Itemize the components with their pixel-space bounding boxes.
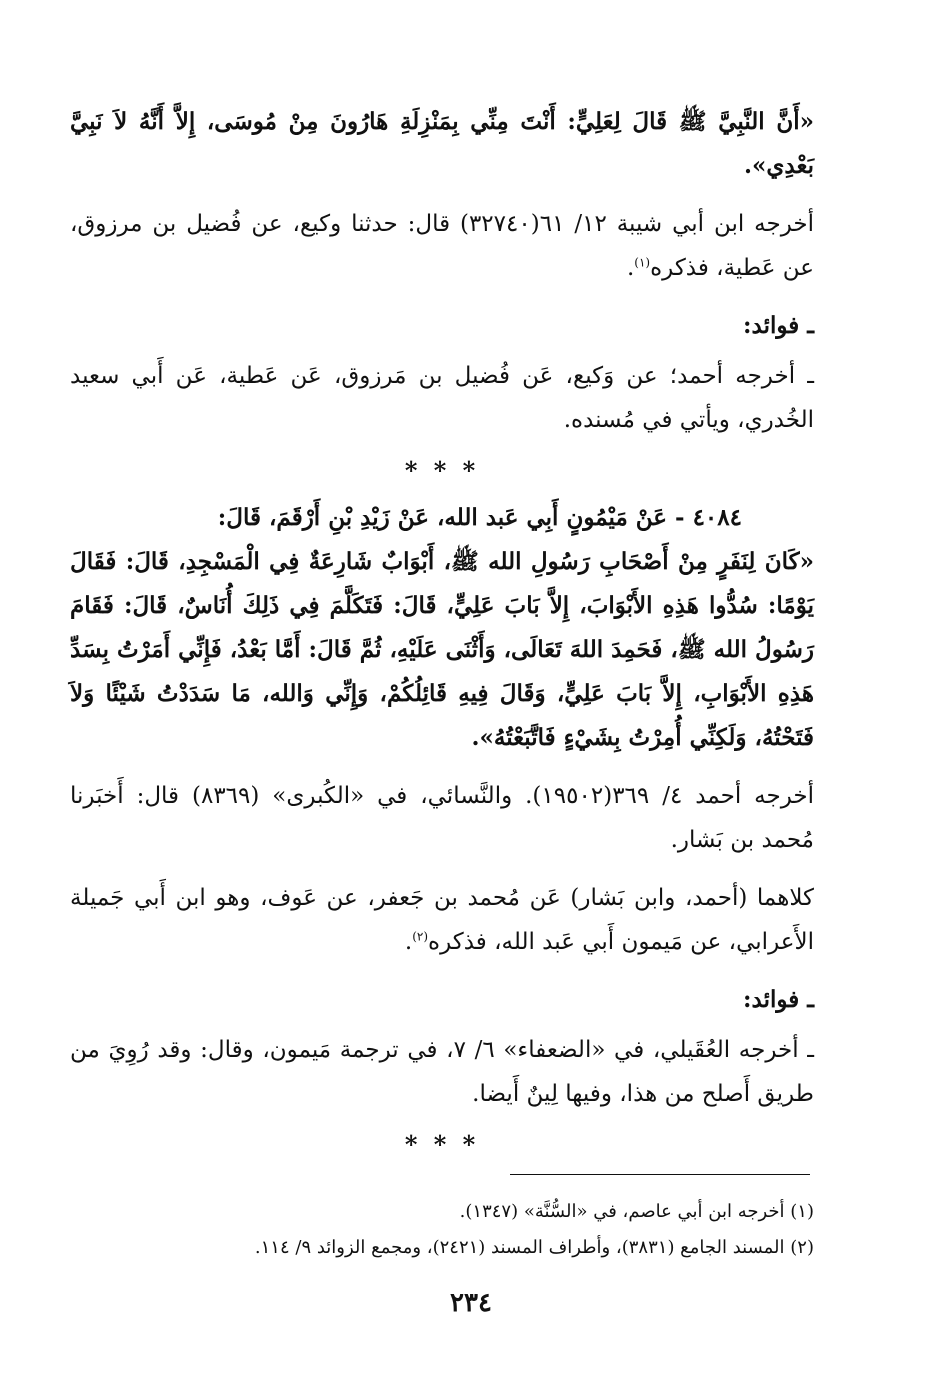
footnote-1: (١) أخرجه ابن أبي عاصم، في «السُّنَّة» (١٣٤٧). <box>459 1201 814 1222</box>
section-separator: * * * <box>404 456 480 485</box>
hadith-4084-heading: ٤٠٨٤ - عَنْ مَيْمُونٍ أَبِي عَبد الله، عَنْ زَيْدِ بْنِ أَرْقَمَ، قَالَ: <box>217 504 742 531</box>
main-text <box>70 100 814 1170</box>
hadith-4084-matn: «كَانَ لِنَفَرٍ مِنْ أَصْحَابِ رَسُولِ الله ﷺ، أَبْوَابٌ شَارِعَةٌ فِي الْمَسْجِدِ، قَالَ: فَقَالَ يَوْمًا: سُدُّوا هَذِهِ الأَبْوَابَ، إِلاَّ بَابَ عَلِيٍّ، قَالَ: فَتَكَلَّمَ فِي ذَلِكَ أُنَاسٌ، قَالَ: فَقَامَ رَسُولُ الله ﷺ، فَحَمِدَ اللهَ تَعَالَى، وَأَثْنَى عَلَيْهِ، ثُمَّ قَالَ: أَمَّا بَعْدُ، فَإِنِّي أَمَرْتُ بِسَدِّ هَذِهِ الأَبْوَابِ، إِلاَّ بَابَ عَلِيٍّ، وَقَالَ فِيهِ قَائِلُكُمْ، وَإِنِّي وَالله، مَا سَدَدْتُ شَيْئًا وَلاَ فَتَحْتُهُ، وَلَكِنِّي أُمِرْتُ بِشَيْءٍ فَاتَّبَعْتُهُ». <box>70 548 814 751</box>
hadith-4084-fawaid: ـ أخرجه العُقَيلي، في «الضعفاء» ٦/ ٧، في ترجمة مَيمون، وقال: وقد رُوِيَ من طريق أَصلح من هذا، وفيها لِينٌ أَيضا. <box>70 1037 815 1107</box>
footnote-ref-2: (٢) <box>412 929 429 944</box>
fawaid-heading: ـ فوائد: <box>743 986 814 1013</box>
hadith-4083-matn: «أَنَّ النَّبِيَّ ﷺ قَالَ لِعَلِيٍّ: أَنْتَ مِنِّي بِمَنْزِلَةِ هَارُونَ مِنْ مُوسَى، إِلاَّ أَنَّهُ لاَ نَبِيَّ بَعْدِي». <box>70 108 814 179</box>
takhrij-text: أخرجه ابن أبي شيبة ١٢/ ٦١(٣٢٧٤٠) قال: حدثنا وكيع، عن فُضيل بن مرزوق، عن عَطية، فذكره <box>70 211 814 281</box>
footnote-divider <box>510 1174 810 1175</box>
footnotes <box>100 1194 814 1266</box>
fawaid-heading: ـ فوائد: <box>743 312 814 339</box>
page-number: ٢٣٤ <box>450 1288 492 1318</box>
footnote-2: (٢) المسند الجامع (٣٨٣١)، وأطراف المسند (٢٤٢١)، ومجمع الزوائد ٩/ ١١٤. <box>254 1237 814 1258</box>
section-separator: * * * <box>404 1130 480 1159</box>
hadith-4083-takhrij: أخرجه ابن أبي شيبة ١٢/ ٦١(٣٢٧٤٠) قال: حدثنا وكيع، عن فُضيل بن مرزوق، عن عَطية، فذكره$^{(١)}$. <box>70 211 814 281</box>
hadith-4084-kilahuma: كلاهما (أحمد، وابن بَشار) عَن مُحمد بن جَعفر، عن عَوف، وهو ابن أَبي جَميلة الأَعرابي، عن مَيمون أَبي عَبد الله، فذكره$^{(٢)}$. <box>70 885 814 955</box>
hadith-4084-takhrij: أخرجه أحمد ٤/ ٣٦٩(١٩٥٠٢). والنَّسائي، في «الكُبرى» (٨٣٦٩) قال: أَخبَرنا مُحمد بن بَشار. <box>70 783 814 853</box>
footnote-ref-1: (١) <box>634 255 651 270</box>
kilahuma-text: كلاهما (أحمد، وابن بَشار) عَن مُحمد بن جَعفر، عن عَوف، وهو ابن أَبي جَميلة الأَعرابي، عن مَيمون أَبي عَبد الله، فذكره <box>70 885 814 955</box>
hadith-4083-fawaid: ـ أخرجه أحمد؛ عن وَكيع، عَن فُضيل بن مَرزوق، عَن عَطية، عَن أَبي سعيد الخُدري، ويأتي في مُسنده. <box>70 363 814 433</box>
